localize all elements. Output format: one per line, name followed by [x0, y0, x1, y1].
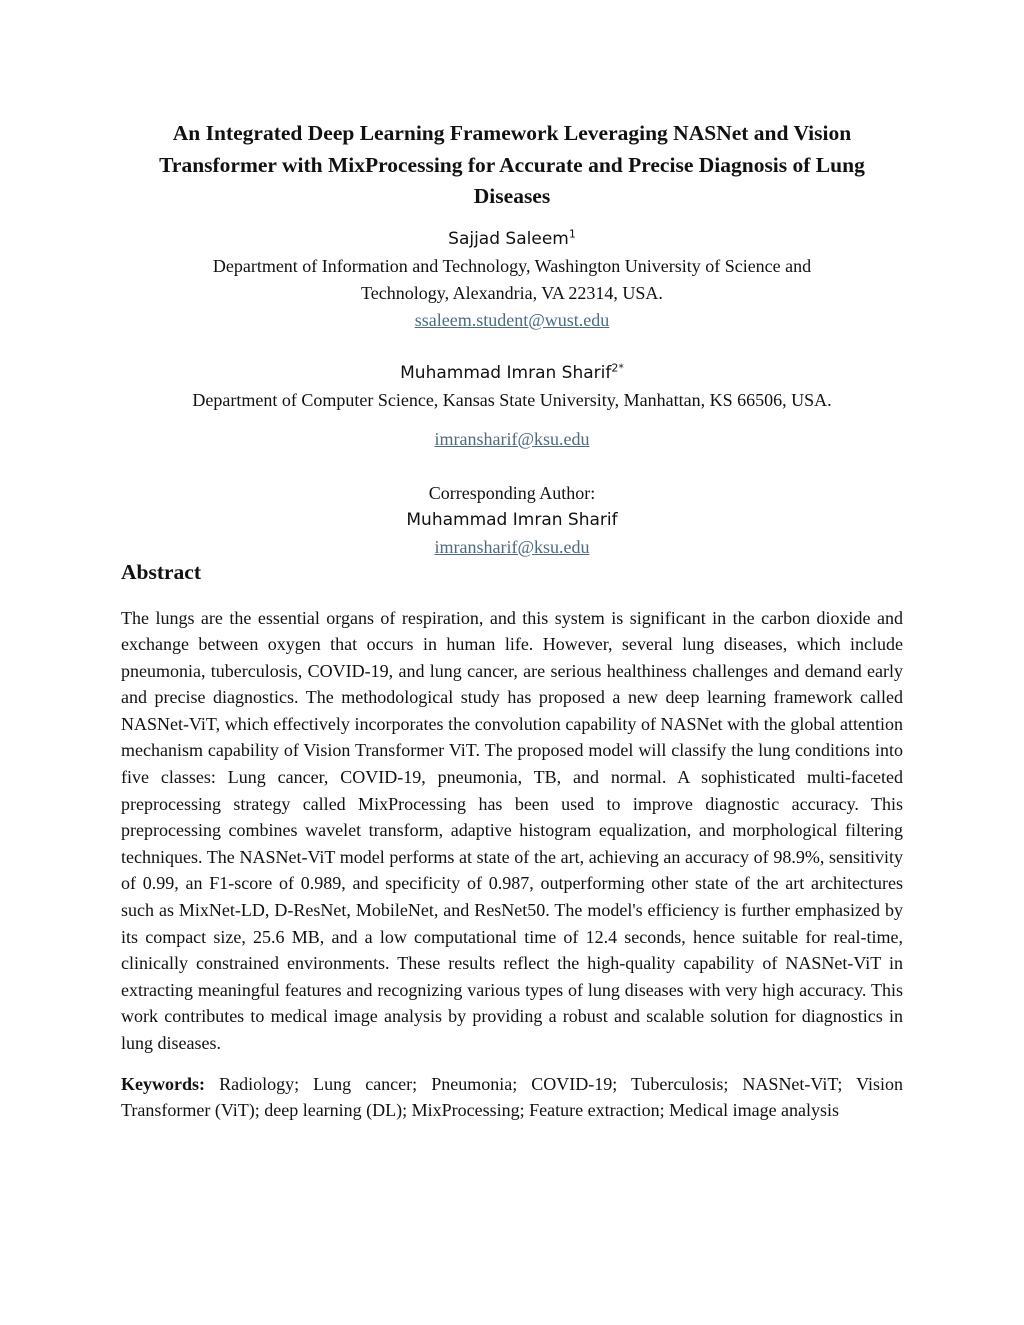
author-1-name-text: Sajjad Saleem	[448, 228, 569, 249]
author-1-name	[121, 226, 903, 253]
author-2-block	[121, 360, 903, 453]
keywords-paragraph	[121, 1071, 903, 1124]
abstract-text: The lungs are the essential organs of respiration, and this system is significant in the carbon dioxide and exchange between oxygen that occurs in human life. However, several lung diseases, which include pneumonia, tuberculosis, COVID-19, and lung cancer, are serious healthiness challenges and demand early and precise diagnostics. The methodological study has proposed a new deep learning framework called NASNet-ViT, which effectively incorporates the convolution capability of NASNet with the global attention mechanism capability of Vision Transformer ViT. The proposed model will classify the lung conditions into five classes: Lung cancer, COVID-19, pneumonia, TB, and normal. A sophisticated multi-faceted preprocessing strategy called MixProcessing has been used to improve diagnostic accuracy. This preprocessing combines wavelet transform, adaptive histogram equalization, and morphological filtering techniques. The NASNet-ViT model performs at state of the art, achieving an accuracy of 98.9%, sensitivity of 0.99, an F1-score of 0.989, and specificity of 0.987, outperforming other state of the art architectures such as MixNet-LD, D-ResNet, MobileNet, and ResNet50. The model's efficiency is further emphasized by its compact size, 25.6 MB, and a low computational time of 12.4 seconds, hence suitable for real-time, clinically constrained environments. These results reflect the high-quality capability of NASNet-ViT in extracting meaningful features and recognizing various types of lung diseases with very high accuracy. This work contributes to medical image analysis by providing a robust and scalable solution for diagnostics in lung diseases.	[121, 607, 903, 1053]
author-1-block	[121, 226, 903, 334]
author-2-superscript: 2*	[611, 360, 624, 374]
author-2-email-link[interactable]: imransharif@ksu.edu	[434, 428, 590, 449]
keywords-label: Keywords:	[121, 1073, 205, 1094]
corresponding-author-block	[121, 480, 903, 561]
author-1-affiliation-line1: Department of Information and Technology, Washington University of Science and	[212, 255, 812, 276]
abstract-heading: Abstract	[121, 559, 202, 584]
keywords-text: Radiology; Lung cancer; Pneumonia; COVID-19; Tuberculosis; NASNet-ViT; Vision Transformer (ViT); deep learning (DL); MixProcessing; Feature extraction; Medical image analysis	[121, 1073, 904, 1121]
author-1-superscript: 1	[568, 226, 576, 240]
paper-page	[121, 118, 903, 1124]
corresponding-author-name: Muhammad Imran Sharif	[406, 509, 618, 530]
paper-title: An Integrated Deep Learning Framework Leveraging NASNet and Vision Transformer with MixProcessing for Accurate and Precise Diagnosis of Lung Diseases	[159, 121, 865, 208]
author-1-affiliation-line2: Technology, Alexandria, VA 22314, USA.	[361, 282, 663, 303]
author-2-affiliation: Department of Computer Science, Kansas State University, Manhattan, KS 66506, USA.	[192, 389, 832, 410]
author-2-name	[121, 360, 903, 387]
author-1-email-link[interactable]: ssaleem.student@wust.edu	[414, 309, 610, 330]
author-2-name-text: Muhammad Imran Sharif	[400, 362, 612, 383]
corresponding-author-label: Corresponding Author:	[428, 482, 596, 503]
corresponding-author-email-link[interactable]: imransharif@ksu.edu	[434, 536, 590, 557]
